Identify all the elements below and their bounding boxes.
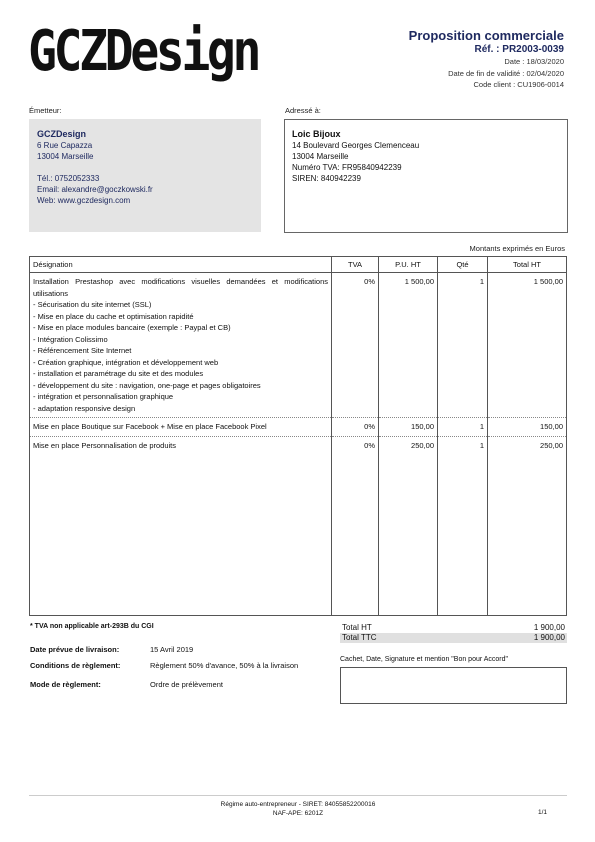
designation-line: - adaptation responsive design bbox=[33, 403, 136, 413]
addressee-vat: Numéro TVA: FR95840942239 bbox=[292, 163, 402, 172]
payment-mode-value: Ordre de prélèvement bbox=[150, 680, 223, 689]
row-quantity: 1 bbox=[438, 273, 488, 418]
row-quantity: 1 bbox=[438, 436, 488, 615]
addressee-name: Loic Bijoux bbox=[292, 129, 341, 139]
total-ttc-row bbox=[340, 633, 567, 643]
total-ht-value: 1 900,00 bbox=[533, 623, 565, 632]
signature-box[interactable] bbox=[340, 667, 567, 704]
emitter-address-line1: 6 Rue Capazza bbox=[37, 141, 93, 150]
emitter-address-line2: 13004 Marseille bbox=[37, 152, 94, 161]
emitter-email: Email: alexandre@goczkowski.fr bbox=[37, 185, 153, 194]
payment-mode-row bbox=[30, 679, 298, 690]
row-total: 1 500,00 bbox=[488, 273, 567, 418]
table-row bbox=[30, 436, 567, 615]
table-header-row bbox=[30, 257, 567, 273]
addressee-siren: SIREN: 840942239 bbox=[292, 174, 361, 183]
header-designation: Désignation bbox=[30, 257, 332, 273]
total-ttc-value: 1 900,00 bbox=[533, 633, 565, 642]
document-title: Proposition commerciale bbox=[408, 28, 564, 43]
totals-block bbox=[340, 623, 567, 643]
items-table bbox=[29, 256, 567, 616]
signature-label: Cachet, Date, Signature et mention "Bon pour Accord" bbox=[340, 656, 509, 663]
row-unit-price: 150,00 bbox=[379, 418, 438, 437]
header-total: Total HT bbox=[488, 257, 567, 273]
designation-line: - installation et paramétrage du site et des modules bbox=[33, 369, 204, 378]
validity-date: Date de fin de validité : 02/04/2020 bbox=[448, 68, 564, 78]
total-ht-row bbox=[340, 623, 567, 633]
emitter-website: Web: www.gczdesign.com bbox=[37, 196, 131, 205]
addressee-label: Adressé à: bbox=[285, 106, 321, 115]
row-quantity: 1 bbox=[438, 418, 488, 437]
row-tva: 0% bbox=[332, 418, 379, 437]
page-number: 1/1 bbox=[537, 809, 547, 816]
row-tva: 0% bbox=[332, 436, 379, 615]
designation-line: - Intégration Colissimo bbox=[33, 334, 108, 344]
header-unit-price: P.U. HT bbox=[379, 257, 438, 273]
emitter-name: GCZDesign bbox=[37, 129, 87, 139]
total-ttc-label: Total TTC bbox=[342, 633, 377, 642]
delivery-date-row bbox=[30, 644, 298, 655]
total-ht-label: Total HT bbox=[342, 623, 372, 632]
document-date: Date : 18/03/2020 bbox=[504, 57, 564, 66]
payment-conditions-row bbox=[30, 660, 298, 671]
payment-mode-label: Mode de règlement: bbox=[30, 680, 101, 689]
delivery-date-value: 15 Avril 2019 bbox=[150, 645, 194, 654]
emitter-phone: Tél.: 0752052333 bbox=[37, 174, 100, 183]
payment-conditions-label: Conditions de règlement: bbox=[30, 661, 121, 670]
header-tva: TVA bbox=[332, 257, 379, 273]
designation-line: - Mise en place modules bancaire (exemple : Paypal et CB) bbox=[33, 323, 231, 332]
row-designation bbox=[30, 273, 332, 418]
delivery-date-label: Date prévue de livraison: bbox=[30, 645, 120, 654]
designation-line: - Création graphique, intégration et développement web bbox=[33, 357, 219, 367]
designation-line: - développement du site : navigation, one-page et pages obligatoires bbox=[33, 380, 261, 390]
row-total: 250,00 bbox=[488, 436, 567, 615]
designation-line: - Sécurisation du site internet (SSL) bbox=[33, 300, 152, 309]
addressee-address-line1: 14 Boulevard Georges Clemenceau bbox=[292, 141, 420, 150]
document-reference: Réf. : PR2003-0039 bbox=[474, 44, 564, 55]
row-unit-price: 1 500,00 bbox=[379, 273, 438, 418]
row-designation: Mise en place Personnalisation de produits bbox=[30, 436, 332, 615]
currency-note: Montants exprimés en Euros bbox=[469, 244, 565, 253]
emitter-label: Émetteur: bbox=[29, 106, 62, 115]
footer bbox=[29, 800, 567, 818]
footer-siret: Régime auto-entrepreneur - SIRET: 84055852200016 bbox=[220, 801, 376, 808]
header-quantity: Qté bbox=[438, 257, 488, 273]
row-tva: 0% bbox=[332, 273, 379, 418]
client-code: Code client : CU1906-0014 bbox=[473, 80, 564, 89]
vat-exemption-note: * TVA non applicable art-293B du CGI bbox=[30, 623, 154, 630]
row-designation: Mise en place Boutique sur Facebook + Mise en place Facebook Pixel bbox=[30, 418, 332, 437]
addressee-block bbox=[284, 119, 568, 233]
footer-divider bbox=[29, 795, 567, 796]
payment-terms bbox=[30, 644, 298, 695]
row-unit-price: 250,00 bbox=[379, 436, 438, 615]
document-header bbox=[344, 28, 564, 91]
designation-line: Installation Prestashop avec modifications visuelles demandées et modifications utilisations bbox=[33, 277, 328, 298]
designation-line: - Mise en place du cache et optimisation rapidité bbox=[33, 311, 194, 321]
payment-conditions-value: Règlement 50% d'avance, 50% à la livraison bbox=[150, 661, 299, 670]
footer-naf: NAF-APE: 6201Z bbox=[272, 810, 324, 817]
table-row bbox=[30, 273, 567, 418]
row-total: 150,00 bbox=[488, 418, 567, 437]
table-row bbox=[30, 418, 567, 437]
addressee-address-line2: 13004 Marseille bbox=[292, 152, 349, 161]
designation-line: - Référencement Site Internet bbox=[33, 346, 132, 355]
designation-line: - intégration et personnalisation graphique bbox=[33, 392, 174, 401]
company-logo: GCZDesign bbox=[28, 19, 258, 84]
emitter-block bbox=[29, 119, 261, 232]
